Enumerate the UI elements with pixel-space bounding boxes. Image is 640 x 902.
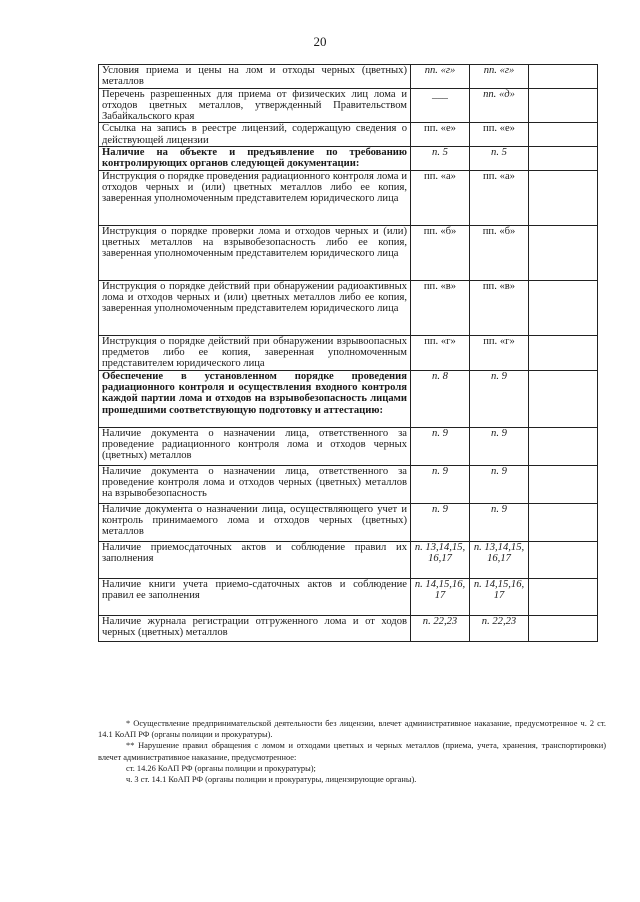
table-row — [99, 225, 598, 280]
mark-cell[interactable] — [529, 370, 598, 427]
reference-cell-2: пп. «г» — [470, 65, 529, 89]
table-row — [99, 427, 598, 465]
mark-cell[interactable] — [529, 615, 598, 641]
requirement-cell: Наличие книги учета приемо-сдаточных актов и соблюдение правил ее заполнения — [99, 578, 411, 615]
requirement-cell: Наличие на объекте и предъявление по требованию контролирующих органов следующей документации: — [99, 147, 411, 171]
table-row — [99, 615, 598, 641]
reference-cell-1: пп. «а» — [411, 170, 470, 225]
table-row — [99, 541, 598, 578]
mark-cell[interactable] — [529, 503, 598, 541]
requirement-cell: Инструкция о порядке действий при обнаружении взрывоопасных предметов либо ее копия, заверенная уполномоченным представителем юридического лица — [99, 335, 411, 370]
reference-cell-1: ___ — [411, 88, 470, 123]
table-row — [99, 370, 598, 427]
footnote-1: * Осуществление предпринимательской деятельности без лицензии, влечет административное наказание, предусмотренное ч. 2 ст. 14.1 КоАП РФ (органы полиции и прокуратуры). — [98, 719, 606, 740]
table-row — [99, 280, 598, 335]
reference-cell-1: п. 13,14,15, 16,17 — [411, 541, 470, 578]
reference-cell-2: пп. «в» — [470, 280, 529, 335]
table-row — [99, 335, 598, 370]
requirement-cell: Ссылка на запись в реестре лицензий, содержащую сведения о действующей лицензии — [99, 123, 411, 147]
mark-cell[interactable] — [529, 465, 598, 503]
reference-cell-2: п. 5 — [470, 147, 529, 171]
reference-cell-1: пп. «е» — [411, 123, 470, 147]
reference-cell-2: п. 9 — [470, 427, 529, 465]
mark-cell[interactable] — [529, 65, 598, 89]
checklist-table — [98, 64, 598, 642]
reference-cell-2: пп. «е» — [470, 123, 529, 147]
mark-cell[interactable] — [529, 335, 598, 370]
reference-cell-1: пп. «б» — [411, 225, 470, 280]
table-row — [99, 65, 598, 89]
footnote-3: ст. 14.26 КоАП РФ (органы полиции и прокуратуры); — [126, 763, 316, 773]
table-row — [99, 503, 598, 541]
reference-cell-2: пп. «б» — [470, 225, 529, 280]
reference-cell-1: п. 9 — [411, 427, 470, 465]
reference-cell-1: п. 9 — [411, 503, 470, 541]
mark-cell[interactable] — [529, 123, 598, 147]
reference-cell-2: п. 14,15,16, 17 — [470, 578, 529, 615]
table-row — [99, 147, 598, 171]
mark-cell[interactable] — [529, 225, 598, 280]
requirement-cell: Инструкция о порядке проверки лома и отходов черных и (или) цветных металлов на взрывобезопасность либо ее копия, заверенная уполномоченным представителем юридического лица — [99, 225, 411, 280]
table-row — [99, 465, 598, 503]
requirement-cell: Наличие документа о назначении лица, осуществляющего учет и контроль принимаемого лома и отходов черных (цветных) металлов — [99, 503, 411, 541]
reference-cell-2: п. 9 — [470, 503, 529, 541]
table-row — [99, 170, 598, 225]
footnote-2: ** Нарушение правил обращения с ломом и отходами цветных и черных металлов (приема, учета, хранения, транспортировки) влечет административное наказание, предусмотренное: — [98, 741, 606, 762]
mark-cell[interactable] — [529, 280, 598, 335]
footnotes — [98, 718, 606, 785]
requirement-cell: Наличие приемосдаточных актов и соблюдение правил их заполнения — [99, 541, 411, 578]
reference-cell-1: п. 22,23 — [411, 615, 470, 641]
reference-cell-2: п. 9 — [470, 465, 529, 503]
reference-cell-1: пп. «г» — [411, 335, 470, 370]
footnote-4: ч. 3 ст. 14.1 КоАП РФ (органы полиции и прокуратуры, лицензирующие органы). — [126, 775, 417, 785]
reference-cell-2: п. 13,14,15, 16,17 — [470, 541, 529, 578]
reference-cell-2: пп. «а» — [470, 170, 529, 225]
table-row — [99, 578, 598, 615]
reference-cell-2: пп. «д» — [470, 88, 529, 123]
reference-cell-2: п. 9 — [470, 370, 529, 427]
reference-cell-1: п. 9 — [411, 465, 470, 503]
table-row — [99, 88, 598, 123]
requirement-cell: Наличие журнала регистрации отгруженного лома и от ходов черных (цветных) металлов — [99, 615, 411, 641]
reference-cell-2: пп. «г» — [470, 335, 529, 370]
mark-cell[interactable] — [529, 541, 598, 578]
table-row — [99, 123, 598, 147]
requirement-cell: Наличие документа о назначении лица, ответственного за проведение контроля лома и отходов черных (цветных) металлов на взрывобезопасность — [99, 465, 411, 503]
requirement-cell: Условия приема и цены на лом и отходы черных (цветных) металлов — [99, 65, 411, 89]
mark-cell[interactable] — [529, 170, 598, 225]
page-number: 20 — [313, 34, 327, 49]
reference-cell-1: пп. «г» — [411, 65, 470, 89]
mark-cell[interactable] — [529, 578, 598, 615]
reference-cell-1: п. 14,15,16, 17 — [411, 578, 470, 615]
requirement-cell: Наличие документа о назначении лица, ответственного за проведение радиационного контроля лома и отходов черных (цветных) металлов — [99, 427, 411, 465]
requirement-cell: Инструкция о порядке действий при обнаружении радиоактивных лома и отходов черных и (или) цветных металлов либо ее копия, заверенная уполномоченным представителем юридического лица — [99, 280, 411, 335]
requirement-cell: Перечень разрешенных для приема от физических лиц лома и отходов цветных металлов, утвержденный Правительством Забайкальского края — [99, 88, 411, 123]
reference-cell-1: п. 5 — [411, 147, 470, 171]
requirement-cell: Обеспечение в установленном порядке проведения радиационного контроля и осуществления входного контроля каждой партии лома и отходов на взрывобезопасность лицами прошедшими соответствующую подготовку и аттестацию: — [99, 370, 411, 427]
mark-cell[interactable] — [529, 147, 598, 171]
reference-cell-1: пп. «в» — [411, 280, 470, 335]
requirement-cell: Инструкция о порядке проведения радиационного контроля лома и отходов черных и (или) цветных металлов либо ее копия, заверенная уполномоченным представителем юридического лица — [99, 170, 411, 225]
mark-cell[interactable] — [529, 427, 598, 465]
reference-cell-1: п. 8 — [411, 370, 470, 427]
mark-cell[interactable] — [529, 88, 598, 123]
reference-cell-2: п. 22,23 — [470, 615, 529, 641]
